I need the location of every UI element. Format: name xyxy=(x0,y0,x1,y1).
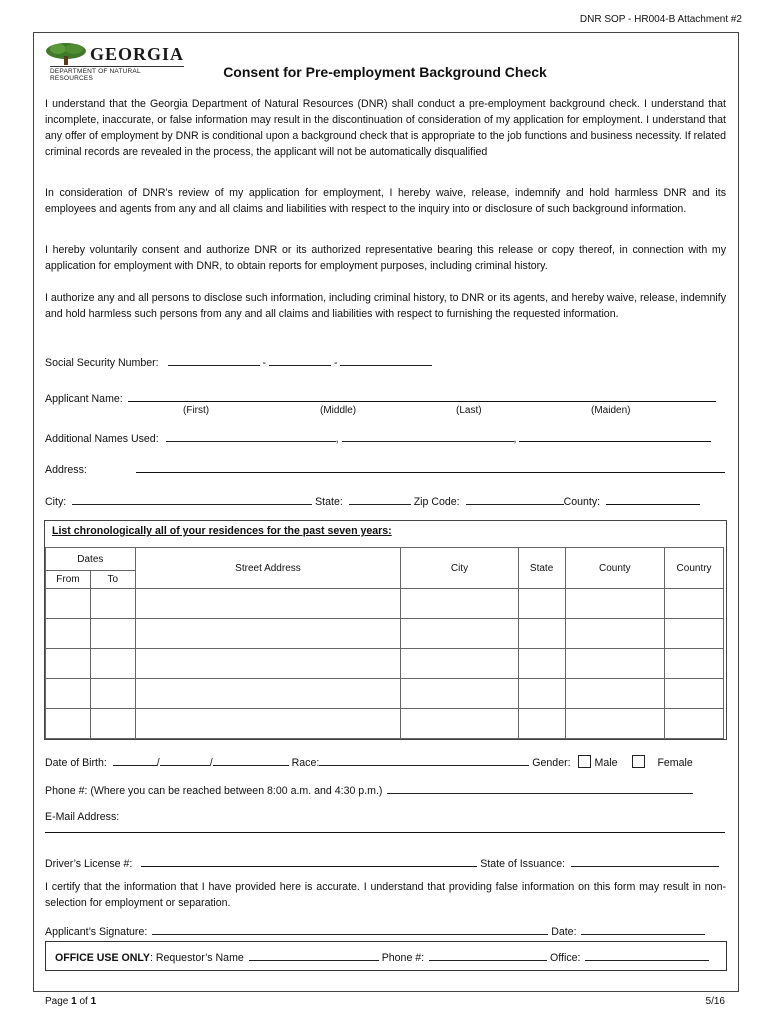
country-cell[interactable] xyxy=(665,589,724,619)
country-cell[interactable] xyxy=(665,619,724,649)
additional-name-1-field[interactable] xyxy=(166,430,336,442)
name-middle-label: (Middle) xyxy=(320,405,357,416)
state-cell[interactable] xyxy=(518,709,565,739)
email-label: E-Mail Address: xyxy=(45,811,120,823)
to-cell[interactable] xyxy=(90,619,135,649)
address-field[interactable] xyxy=(136,461,725,473)
street-cell[interactable] xyxy=(135,619,401,649)
ssn-part3-field[interactable] xyxy=(340,354,432,366)
city-state-row xyxy=(45,493,726,508)
state-field[interactable] xyxy=(349,493,411,505)
paragraph-consent: I hereby voluntarily consent and authorize DNR or its authorized representative bearing this release or copy thereof, in connection with my application for employment with DNR, to obtain reports for employment purposes, including criminal history. xyxy=(45,244,726,272)
county-field[interactable] xyxy=(606,493,700,505)
address-row xyxy=(45,461,726,476)
form-title: Consent for Pre-employment Background Check xyxy=(223,64,547,80)
office-field[interactable] xyxy=(585,949,709,961)
phone-row xyxy=(45,782,726,797)
to-cell[interactable] xyxy=(90,679,135,709)
state-cell[interactable] xyxy=(518,589,565,619)
from-cell[interactable] xyxy=(46,709,91,739)
from-cell[interactable] xyxy=(46,589,91,619)
dob-label: Date of Birth: xyxy=(45,757,107,769)
logo-wordmark: GEORGIA xyxy=(90,44,185,64)
city-cell[interactable] xyxy=(401,619,518,649)
street-cell[interactable] xyxy=(135,679,401,709)
table-row xyxy=(46,649,724,679)
applicant-name-field[interactable] xyxy=(128,390,716,402)
to-cell[interactable] xyxy=(90,589,135,619)
issuance-field[interactable] xyxy=(571,855,719,867)
requestor-label: : Requestor’s Name xyxy=(149,952,244,964)
female-checkbox[interactable] xyxy=(632,755,645,768)
license-row xyxy=(45,855,726,870)
from-header: From xyxy=(46,571,91,589)
phone-label: Phone #: (Where you can be reached between 8:00 a.m. and 4:30 p.m.) xyxy=(45,785,383,797)
gender-label: Gender: xyxy=(532,757,571,769)
office-use-label: OFFICE USE ONLY xyxy=(55,952,150,964)
table-row xyxy=(46,709,724,739)
additional-name-3-field[interactable] xyxy=(519,430,711,442)
logo-subtitle: DEPARTMENT OF NATURAL RESOURCES xyxy=(50,66,184,82)
additional-name-2-field[interactable] xyxy=(342,430,514,442)
race-field[interactable] xyxy=(319,754,529,766)
street-cell[interactable] xyxy=(135,589,401,619)
tree-icon xyxy=(44,42,88,66)
county-cell[interactable] xyxy=(565,709,665,739)
to-cell[interactable] xyxy=(90,649,135,679)
city-field[interactable] xyxy=(72,493,312,505)
county-cell[interactable] xyxy=(565,649,665,679)
phone-field[interactable] xyxy=(387,782,693,794)
state-cell[interactable] xyxy=(518,679,565,709)
signature-field[interactable] xyxy=(152,923,548,935)
paragraph-authorization: I authorize any and all persons to disclose such information, including criminal history, to DNR or its agents, and hereby waive, release, indemnify and hold harmless such persons from any and all claims and liabilities with respect to furnishing the requested information. xyxy=(45,292,726,320)
dob-day-field[interactable] xyxy=(160,754,210,766)
requestor-field[interactable] xyxy=(249,949,379,961)
issuance-label: State of Issuance: xyxy=(480,858,566,870)
date-field[interactable] xyxy=(581,923,705,935)
office-label: Office: xyxy=(550,952,581,964)
table-row xyxy=(46,679,724,709)
zip-field[interactable] xyxy=(466,493,564,505)
zip-label: Zip Code: xyxy=(413,496,460,508)
country-cell[interactable] xyxy=(665,679,724,709)
country-header: Country xyxy=(665,548,724,589)
license-label: Driver’s License #: xyxy=(45,858,133,870)
applicant-name-row xyxy=(45,390,726,405)
residences-heading: List chronologically all of your residences for the past seven years: xyxy=(52,525,392,537)
office-phone-field[interactable] xyxy=(429,949,547,961)
county-label: County: xyxy=(563,496,601,508)
to-cell[interactable] xyxy=(90,709,135,739)
additional-names-label: Additional Names Used: xyxy=(45,433,159,445)
female-label: Female xyxy=(657,757,693,769)
table-row xyxy=(46,589,724,619)
from-cell[interactable] xyxy=(46,649,91,679)
name-last-label: (Last) xyxy=(456,405,482,416)
from-cell[interactable] xyxy=(46,679,91,709)
ssn-part1-field[interactable] xyxy=(168,354,260,366)
city-header: City xyxy=(401,548,518,589)
state-cell[interactable] xyxy=(518,619,565,649)
revision-code: 5/16 xyxy=(705,996,725,1007)
city-cell[interactable] xyxy=(401,709,518,739)
county-cell[interactable] xyxy=(565,679,665,709)
county-cell[interactable] xyxy=(565,619,665,649)
dob-year-field[interactable] xyxy=(213,754,289,766)
street-cell[interactable] xyxy=(135,709,401,739)
signature-label: Applicant’s Signature: xyxy=(45,926,148,938)
dob-month-field[interactable] xyxy=(113,754,157,766)
street-address-header: Street Address xyxy=(135,548,401,589)
date-label: Date: xyxy=(551,926,577,938)
residences-table xyxy=(45,547,724,739)
city-cell[interactable] xyxy=(401,589,518,619)
ssn-label: Social Security Number: xyxy=(45,357,159,369)
city-cell[interactable] xyxy=(401,679,518,709)
county-cell[interactable] xyxy=(565,589,665,619)
ssn-row: Social Security Number: - - xyxy=(45,354,726,369)
license-field[interactable] xyxy=(141,855,477,867)
page-frame xyxy=(33,32,739,992)
male-checkbox[interactable] xyxy=(578,755,591,768)
city-cell[interactable] xyxy=(401,649,518,679)
signature-row xyxy=(45,923,726,938)
additional-names-row: Additional Names Used: , , xyxy=(45,430,726,445)
name-first-label: (First) xyxy=(183,405,210,416)
city-label: City: xyxy=(45,496,67,508)
office-use-row xyxy=(55,949,715,964)
country-cell[interactable] xyxy=(665,709,724,739)
email-field[interactable] xyxy=(45,832,725,833)
dates-header: Dates xyxy=(46,548,136,571)
state-header: State xyxy=(518,548,565,589)
ssn-part2-field[interactable] xyxy=(269,354,331,366)
country-cell[interactable] xyxy=(665,649,724,679)
street-cell[interactable] xyxy=(135,649,401,679)
certification-text: I certify that the information that I have provided here is accurate. I understand that providing false information on this form may result in non-selection for employment or separation. xyxy=(45,881,726,909)
paragraph-understanding: I understand that the Georgia Department of Natural Resources (DNR) shall conduct a pre-employment background check. I understand that incomplete, inaccurate, or false information may result in the discontinuation of consideration of my application for employment. I understand that any offer of employment by DNR is conditional upon a background check that is appropriate to the job functions and business necessity. If related criminal records are revealed in the process, the applicant will not be automatically disqualified xyxy=(45,98,726,158)
to-header: To xyxy=(90,571,135,589)
race-label: Race: xyxy=(291,757,320,769)
paragraph-waiver: In consideration of DNR's review of my application for employment, I hereby waive, release, indemnify and hold harmless DNR and its employees and agents from any and all claims and liabilities with respect to the inquiry into or disclosure of such background information. xyxy=(45,187,726,215)
page-number: Page 1 of 1 xyxy=(45,996,97,1007)
state-label: State: xyxy=(315,496,343,508)
table-row xyxy=(46,619,724,649)
document-reference: DNR SOP - HR004-B Attachment #2 xyxy=(579,14,742,25)
dob-race-gender-row: Date of Birth: / / Race: Gender: Male Female xyxy=(45,754,726,769)
address-label: Address: xyxy=(45,464,87,476)
applicant-name-label: Applicant Name: xyxy=(45,393,123,405)
county-header: County xyxy=(565,548,665,589)
state-cell[interactable] xyxy=(518,649,565,679)
male-label: Male xyxy=(594,757,618,769)
office-phone-label: Phone #: xyxy=(381,952,425,964)
name-maiden-label: (Maiden) xyxy=(591,405,631,416)
from-cell[interactable] xyxy=(46,619,91,649)
